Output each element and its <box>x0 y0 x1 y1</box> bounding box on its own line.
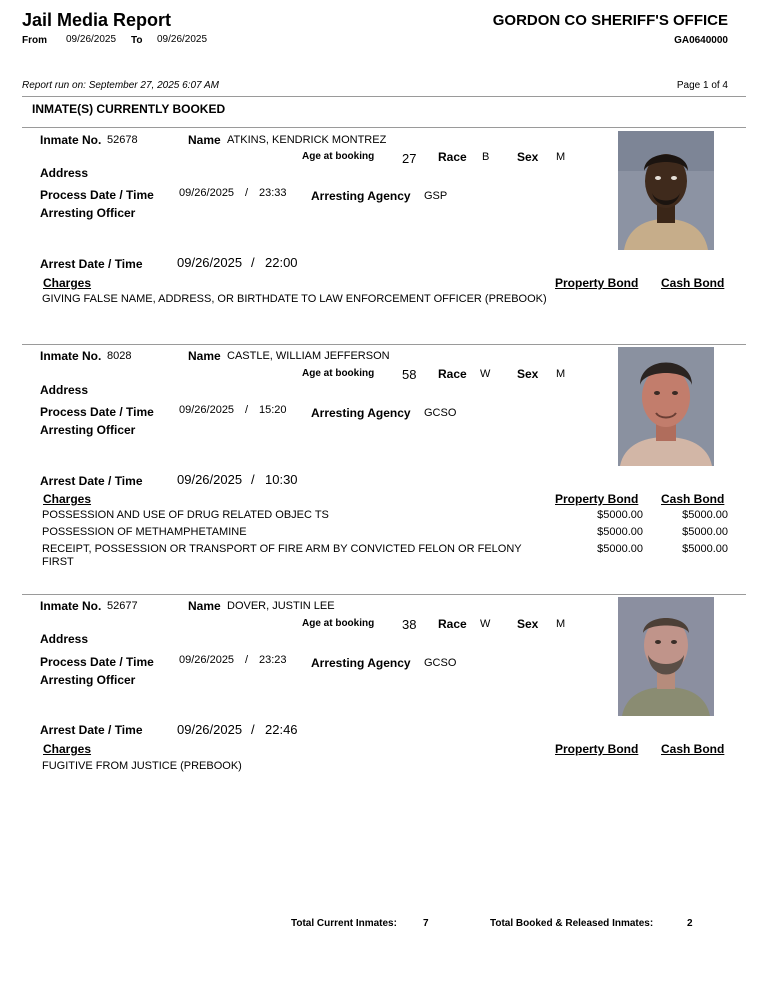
section-rule <box>22 127 746 128</box>
property-bond-value: $5000.00 <box>597 509 643 521</box>
page-indicator: Page 1 of 4 <box>676 80 728 91</box>
address-label: Address <box>40 166 89 180</box>
inmate-no: 52678 <box>107 134 138 146</box>
total-current-inmates-label: Total Current Inmates: <box>291 918 397 929</box>
cash-bond-value: $5000.00 <box>682 526 728 538</box>
arresting-officer-label: Arresting Officer <box>40 423 136 437</box>
race-value: W <box>480 368 491 380</box>
sex-value: M <box>556 151 566 163</box>
from-label: From <box>22 35 47 46</box>
property-bond-header: Property Bond <box>555 276 639 290</box>
cash-bond-header: Cash Bond <box>661 742 725 756</box>
age-value: 38 <box>402 617 417 632</box>
arresting-agency-label: Arresting Agency <box>311 406 411 420</box>
mugshot-photo <box>618 347 714 466</box>
slash: / <box>251 255 255 270</box>
slash: / <box>245 654 249 666</box>
age-label: Age at booking <box>302 368 375 379</box>
arrest-date: 09/26/2025 <box>177 472 243 487</box>
slash: / <box>245 404 249 416</box>
name-label: Name <box>188 133 221 147</box>
inmate-name: DOVER, JUSTIN LEE <box>227 600 335 612</box>
address-label: Address <box>40 632 89 646</box>
arrest-dt-label: Arrest Date / Time <box>40 474 143 488</box>
cash-bond-header: Cash Bond <box>661 492 725 506</box>
address-label: Address <box>40 383 89 397</box>
slash: / <box>245 187 249 199</box>
inmate-name: CASTLE, WILLIAM JEFFERSON <box>227 350 390 362</box>
name-label: Name <box>188 599 221 613</box>
inmate-no-label: Inmate No. <box>40 133 102 147</box>
process-time: 23:23 <box>259 654 287 666</box>
property-bond-value: $5000.00 <box>597 543 643 555</box>
to-date: 09/26/2025 <box>157 34 208 45</box>
mugshot-photo <box>618 131 714 250</box>
total-current-inmates-value: 7 <box>423 918 429 929</box>
total-booked-released-value: 2 <box>687 918 693 929</box>
arresting-agency: GSP <box>424 190 448 202</box>
charges-header: Charges <box>43 492 92 506</box>
arrest-dt-label: Arrest Date / Time <box>40 257 143 271</box>
charges-header: Charges <box>43 276 92 290</box>
charge-text: GIVING FALSE NAME, ADDRESS, OR BIRTHDATE TO LAW ENFORCEMENT OFFICER (PREBOOK) <box>42 293 547 305</box>
agency-name: GORDON CO SHERIFF'S OFFICE <box>492 12 728 29</box>
arrest-date: 09/26/2025 <box>177 255 243 270</box>
mugshot-photo <box>618 597 714 716</box>
arrest-time: 10:30 <box>265 472 298 487</box>
sex-label: Sex <box>517 150 539 164</box>
header-rule <box>22 96 746 97</box>
charges-header: Charges <box>43 742 92 756</box>
arresting-agency-label: Arresting Agency <box>311 656 411 670</box>
inmate-no: 52677 <box>107 600 138 612</box>
arresting-officer-label: Arresting Officer <box>40 673 136 687</box>
property-bond-header: Property Bond <box>555 492 639 506</box>
report-title: Jail Media Report <box>22 10 172 30</box>
process-time: 23:33 <box>259 187 287 199</box>
age-label: Age at booking <box>302 151 375 162</box>
arresting-officer-label: Arresting Officer <box>40 206 136 220</box>
slash: / <box>251 722 255 737</box>
charge-text: FUGITIVE FROM JUSTICE (PREBOOK) <box>42 760 242 772</box>
process-date: 09/26/2025 <box>179 187 235 199</box>
inmate-name: ATKINS, KENDRICK MONTREZ <box>227 134 387 146</box>
arrest-time: 22:00 <box>265 255 298 270</box>
arrest-date: 09/26/2025 <box>177 722 243 737</box>
sex-value: M <box>556 368 566 380</box>
name-label: Name <box>188 349 221 363</box>
charge-text: POSSESSION OF METHAMPHETAMINE <box>42 526 247 538</box>
race-label: Race <box>438 150 467 164</box>
from-date: 09/26/2025 <box>66 34 117 45</box>
arrest-dt-label: Arrest Date / Time <box>40 723 143 737</box>
total-booked-released-label: Total Booked & Released Inmates: <box>490 918 654 929</box>
race-label: Race <box>438 617 467 631</box>
inmate-no: 8028 <box>107 350 132 362</box>
property-bond-value: $5000.00 <box>597 526 643 538</box>
process-time: 15:20 <box>259 404 287 416</box>
race-value: W <box>480 618 491 630</box>
arresting-agency: GCSO <box>424 407 457 419</box>
cash-bond-value: $5000.00 <box>682 509 728 521</box>
section-title: INMATE(S) CURRENTLY BOOKED <box>32 102 226 116</box>
arresting-agency: GCSO <box>424 657 457 669</box>
sex-label: Sex <box>517 367 539 381</box>
age-value: 58 <box>402 367 417 382</box>
slash: / <box>251 472 255 487</box>
process-date: 09/26/2025 <box>179 654 235 666</box>
cash-bond-header: Cash Bond <box>661 276 725 290</box>
property-bond-header: Property Bond <box>555 742 639 756</box>
record-divider <box>22 594 746 595</box>
age-value: 27 <box>402 151 417 166</box>
charge-text: POSSESSION AND USE OF DRUG RELATED OBJEC TS <box>42 509 329 521</box>
process-dt-label: Process Date / Time <box>40 188 154 202</box>
charge-text: RECEIPT, POSSESSION OR TRANSPORT OF FIRE ARM BY CONVICTED FELON OR FELONY FIRST <box>42 543 522 568</box>
race-value: B <box>482 151 490 163</box>
process-date: 09/26/2025 <box>179 404 235 416</box>
inmate-no-label: Inmate No. <box>40 349 102 363</box>
age-label: Age at booking <box>302 618 375 629</box>
agency-code: GA0640000 <box>674 35 728 46</box>
inmate-no-label: Inmate No. <box>40 599 102 613</box>
report-run-on: Report run on: September 27, 2025 6:07 AM <box>22 80 219 91</box>
process-dt-label: Process Date / Time <box>40 405 154 419</box>
arresting-agency-label: Arresting Agency <box>311 189 411 203</box>
record-divider <box>22 344 746 345</box>
to-label: To <box>131 35 143 46</box>
cash-bond-value: $5000.00 <box>682 543 728 555</box>
race-label: Race <box>438 367 467 381</box>
arrest-time: 22:46 <box>265 722 298 737</box>
sex-value: M <box>556 618 566 630</box>
process-dt-label: Process Date / Time <box>40 655 154 669</box>
sex-label: Sex <box>517 617 539 631</box>
